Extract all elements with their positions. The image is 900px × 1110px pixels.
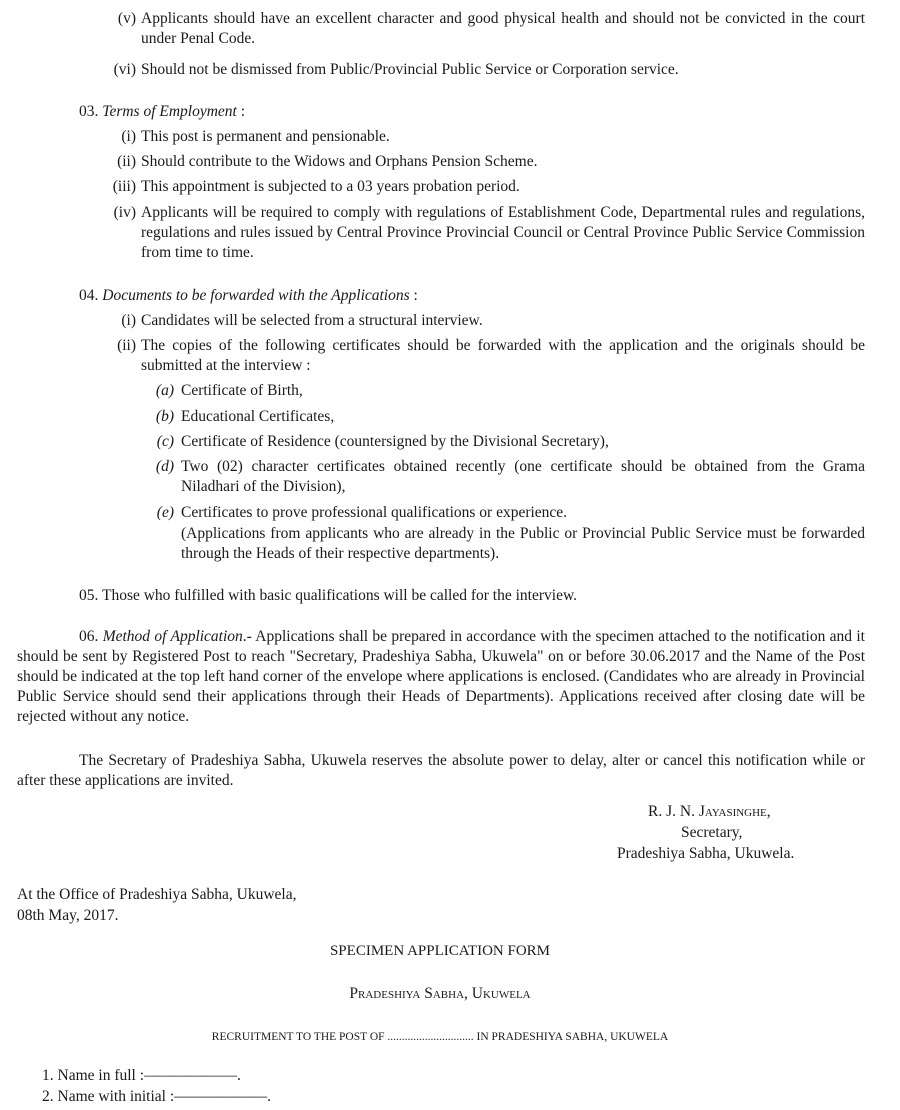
section-title: Terms of Employment (102, 103, 237, 120)
section-number: 03. (79, 103, 99, 120)
heading-colon: : (236, 103, 246, 120)
heading-colon: : (409, 287, 418, 304)
subitem-letter: (a) (155, 382, 174, 399)
form-field-name-full (42, 1066, 241, 1086)
specimen-subtitle: Pradeshiya Sabha, Ukuwela (349, 985, 531, 1002)
item-number: (i) (121, 128, 136, 145)
recruitment-line: RECRUITMENT TO THE POST OF .............................. IN PRADESHIYA SABHA, UKUWELA (211, 1031, 669, 1043)
item-text: Should not be dismissed from Public/Provincial Public Service or Corporation service. (141, 61, 679, 78)
subitem-note: (Applications from applicants who are already in the Public or Provincial Public Service must be forwarded through the Heads of their respective departments). (181, 525, 865, 562)
field-end: . (237, 1067, 241, 1084)
field-label: Name in full : (57, 1067, 145, 1084)
subitem-text: Certificates to prove professional qualifications or experience. (181, 504, 568, 521)
field-label: Name with initial : (57, 1088, 175, 1105)
item-text: Should contribute to the Widows and Orphans Pension Scheme. (141, 153, 538, 170)
item-number: (v) (117, 10, 136, 27)
item-number: (i) (121, 312, 136, 329)
specimen-title: SPECIMEN APPLICATION FORM (329, 943, 551, 959)
section-number: 04. (79, 287, 99, 304)
signatory-name (648, 802, 771, 822)
subitem-text: Two (02) character certificates obtained recently (one certificate should be obtained from the Grama Niladhari of the Division), (181, 458, 865, 495)
field-blank: —————— (144, 1067, 238, 1084)
subitem-letter: (e) (156, 504, 174, 521)
section-03-heading (79, 102, 245, 122)
item-text: This post is permanent and pensionable. (141, 128, 390, 145)
item-text: The copies of the following certificates should be forwarded with the application and the originals should be submitted at the interview : (141, 337, 865, 374)
section-number: 06. (79, 628, 99, 645)
form-field-name-initial (42, 1087, 271, 1107)
section-06-paragraph (17, 627, 865, 727)
signatory-title: Secretary, (681, 824, 743, 841)
field-number: 2. (42, 1088, 54, 1105)
field-blank: —————— (174, 1088, 268, 1105)
field-end: . (267, 1088, 272, 1105)
section-body: .- Applications shall be prepared in accordance with the specimen attached to the notification and it should be sent by Registered Post to reach "Secretary, Pradeshiya Sabha, Ukuwela" on or before 30.06.2017 and the Name of the Post should be indicated at the top left hand corner of the envelope where applications is enclosed. (Candidates who are already in Provincial Public Service should send their applications through their Heads of Departments). Applications received after closing date will be rejected without any notice. (17, 628, 865, 725)
subitem-text: Certificate of Birth, (181, 382, 303, 399)
item-text: This appointment is subjected to a 03 years probation period. (141, 178, 520, 195)
item-number: (ii) (117, 337, 136, 354)
field-number: 1. (42, 1067, 54, 1084)
item-text: Applicants will be required to comply with regulations of Establishment Code, Departmental rules and regulations, regulations and rules issued by Central Province Provincial Council or Central Province Public Service Commission from time to time. (141, 204, 865, 261)
office-place: At the Office of Pradeshiya Sabha, Ukuwela, (17, 886, 297, 903)
signatory-name-text: R. J. N. Jayasinghe, (648, 803, 771, 820)
notice-date: 08th May, 2017. (17, 907, 119, 924)
subitem-text: Certificate of Residence (countersigned by the Divisional Secretary), (181, 433, 609, 450)
reserve-paragraph: The Secretary of Pradeshiya Sabha, Ukuwela reserves the absolute power to delay, alter or cancel this notification while or after these applications are invited. (17, 752, 865, 789)
item-text: Candidates will be selected from a structural interview. (141, 312, 483, 329)
item-number: (ii) (117, 153, 136, 170)
section-title: Documents to be forwarded with the Applications (102, 287, 410, 304)
subitem-letter: (b) (155, 408, 174, 425)
signatory-office: Pradeshiya Sabha, Ukuwela. (617, 845, 795, 862)
item-text: Applicants should have an excellent character and good physical health and should not be convicted in the court under Penal Code. (141, 10, 865, 47)
item-number: (iv) (113, 204, 136, 221)
item-number: (iii) (112, 178, 136, 195)
section-05-text: 05. Those who fulfilled with basic qualifications will be called for the interview. (79, 587, 578, 604)
section-title: Method of Application (102, 628, 243, 645)
item-number: (vi) (113, 61, 136, 78)
subitem-letter: (c) (156, 433, 174, 450)
subitem-letter: (d) (155, 458, 174, 475)
subitem-text: Educational Certificates, (181, 408, 335, 425)
section-04-heading (79, 286, 418, 306)
